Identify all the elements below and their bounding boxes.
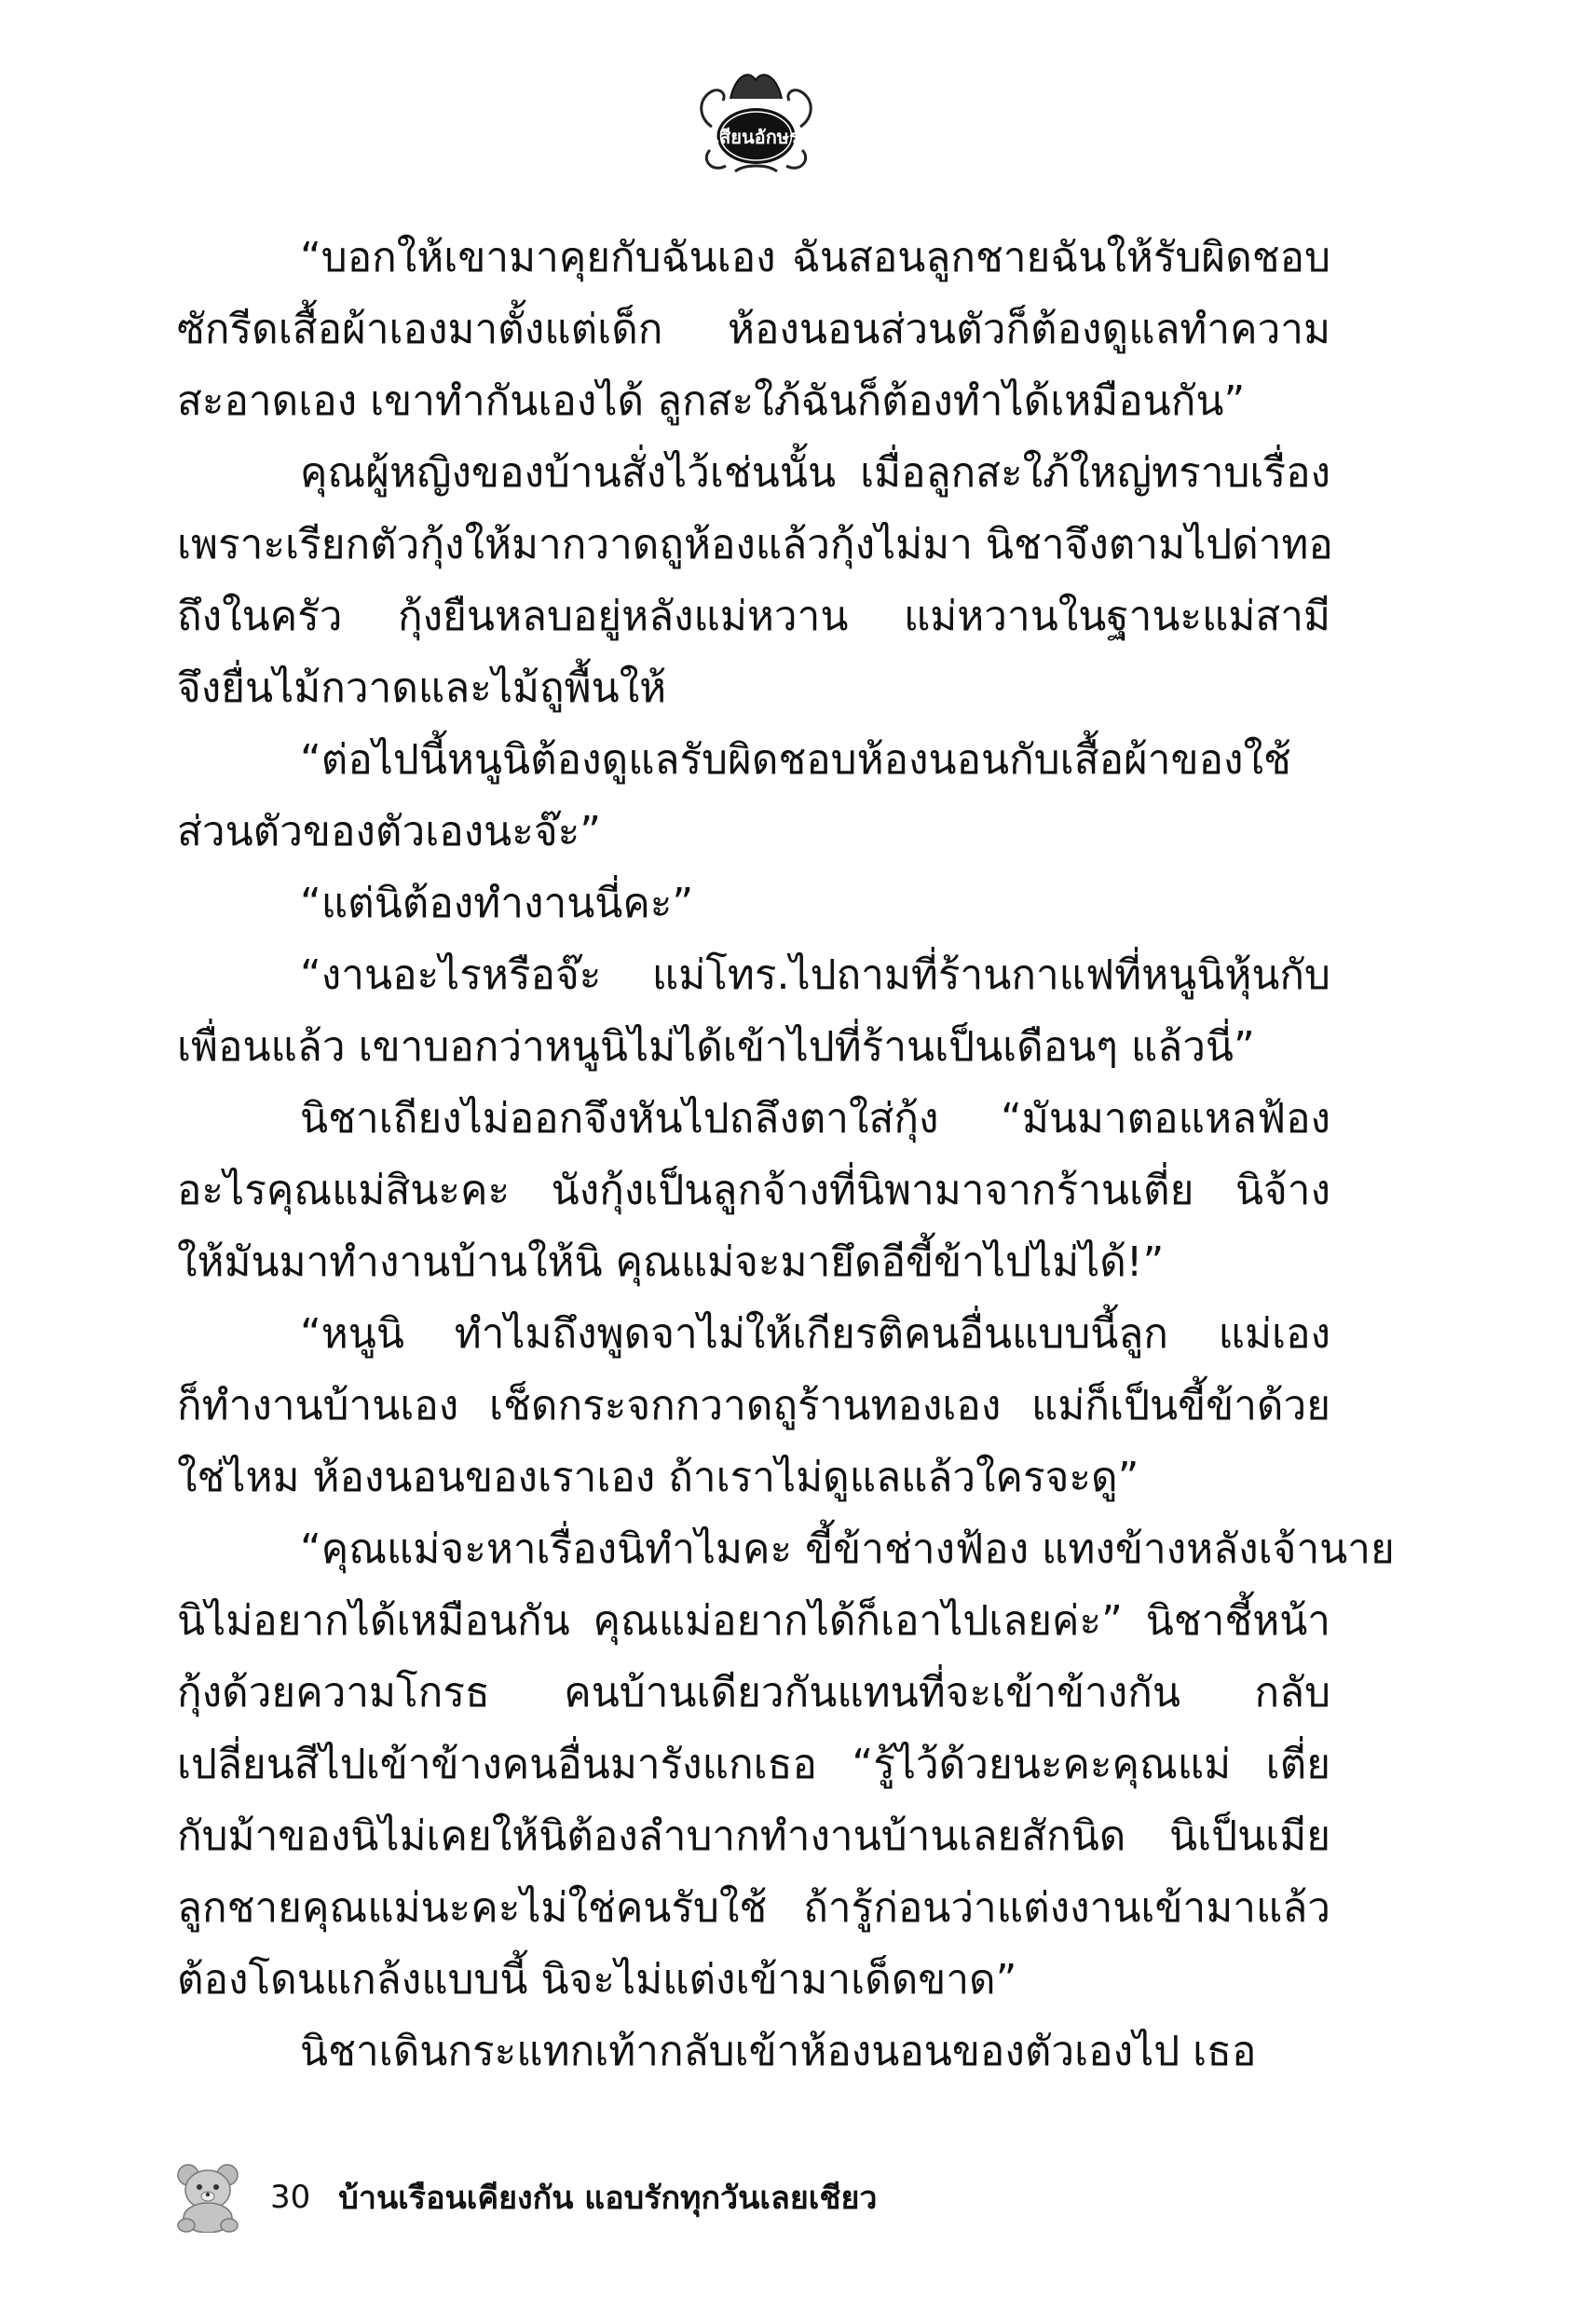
text-line: คุณผู้หญิงของบ้านสั่งไว้เช่นนั้น เมื่อลูกสะใภ้ใหญ่ทราบเรื่อง: [300, 449, 1330, 497]
text-line: ต้องโดนแกล้งแบบนี้ นิจะไม่แต่งเข้ามาเด็ดขาด”: [177, 1956, 1017, 2003]
text-line: “แต่นิต้องทำงานนี่คะ”: [300, 880, 694, 927]
text-line: “หนูนิ ทำไมถึงพูดจาไม่ให้เกียรติคนอื่นแบบนี้ลูก แม่เอง: [300, 1310, 1330, 1358]
text-line: เปลี่ยนสีไปเข้าข้างคนอื่นมารังแกเธอ “รู้ไว้ด้วยนะคะคุณแม่ เตี่ย: [177, 1741, 1330, 1788]
page-number: 30: [270, 2179, 311, 2216]
text-line: อะไรคุณแม่สินะคะ นังกุ้งเป็นลูกจ้างที่นิพามาจากร้านเตี่ย นิจ้าง: [177, 1167, 1330, 1214]
text-line: ถึงในครัว กุ้งยืนหลบอยู่หลังแม่หวาน แม่หวานในฐานะแม่สามี: [177, 593, 1330, 640]
text-line: นิชาเถียงไม่ออกจึงหันไปถลึงตาใส่กุ้ง “มันมาตอแหลฟ้อง: [300, 1095, 1330, 1142]
text-line: ลูกชายคุณแม่นะคะไม่ใช่คนรับใช้ ถ้ารู้ก่อนว่าแต่งงานเข้ามาแล้ว: [177, 1884, 1330, 1932]
text-line: ก็ทำงานบ้านเอง เช็ดกระจกกวาดถูร้านทองเอง แม่ก็เป็นขี้ข้าด้วย: [177, 1382, 1330, 1429]
text-line: ซักรีดเสื้อผ้าเองมาตั้งแต่เด็ก ห้องนอนส่วนตัวก็ต้องดูแลทำความ: [177, 306, 1330, 353]
text-line: นิชาเดินกระแทกเท้ากลับเข้าห้องนอนของตัวเองไป เธอ: [300, 2028, 1257, 2075]
teddy-bear-icon: [173, 2162, 242, 2233]
logo-graphic: [693, 62, 819, 183]
text-line: กุ้งด้วยความโกรธ คนบ้านเดียวกันแทนที่จะเข้าข้างกัน กลับ: [177, 1669, 1330, 1716]
text-line: “ต่อไปนี้หนูนิต้องดูแลรับผิดชอบห้องนอนกับเสื้อผ้าของใช้: [300, 736, 1291, 784]
book-title: บ้านเรือนเคียงกัน แอบรักทุกวันเลยเชียว: [338, 2180, 878, 2217]
text-line: นิไม่อยากได้เหมือนกัน คุณแม่อยากได้ก็เอาไปเลยค่ะ” นิชาชี้หน้า: [177, 1597, 1330, 1645]
text-line: เพราะเรียกตัวกุ้งให้มากวาดถูห้องแล้วกุ้งไม่มา นิชาจึงตามไปด่าทอ: [177, 521, 1333, 568]
text-line: เพื่อนแล้ว เขาบอกว่าหนูนิไม่ได้เข้าไปที่ร้านเป็นเดือนๆ แล้วนี่”: [177, 1023, 1255, 1071]
text-line: ส่วนตัวของตัวเองนะจ๊ะ”: [177, 808, 602, 855]
text-line: “บอกให้เขามาคุยกับฉันเอง ฉันสอนลูกชายฉันให้รับผิดชอบ: [300, 234, 1330, 281]
text-line: ให้มันมาทำงานบ้านให้นิ คุณแม่จะมายึดอีขี้ข้าไปไม่ได้!”: [177, 1238, 1165, 1286]
ornamental-emblem-icon: [693, 62, 819, 183]
text-line: สะอาดเอง เขาทำกันเองได้ ลูกสะใภ้ฉันก็ต้องทำได้เหมือนกัน”: [177, 377, 1246, 425]
page-footer: [173, 2160, 1012, 2235]
text-line: ใช่ไหม ห้องนอนของเราเอง ถ้าเราไม่ดูแลแล้วใครจะดู”: [177, 1454, 1139, 1501]
text-line: “งานอะไรหรือจ๊ะ แม่โทร.ไปถามที่ร้านกาแฟที่หนูนิหุ้นกับ: [300, 951, 1330, 999]
text-line: จึงยื่นไม้กวาดและไม้ถูพื้นให้: [177, 664, 667, 712]
text-line: “คุณแม่จะหาเรื่องนิทำไมคะ ขี้ข้าช่างฟ้อง แทงข้างหลังเจ้านาย: [300, 1525, 1395, 1573]
logo-text: เสียนอักษร: [713, 126, 799, 148]
story-text: [177, 222, 1395, 2087]
text-line: กับม้าของนิไม่เคยให้นิต้องลำบากทำงานบ้านเลยสักนิด นิเป็นเมีย: [177, 1812, 1330, 1860]
